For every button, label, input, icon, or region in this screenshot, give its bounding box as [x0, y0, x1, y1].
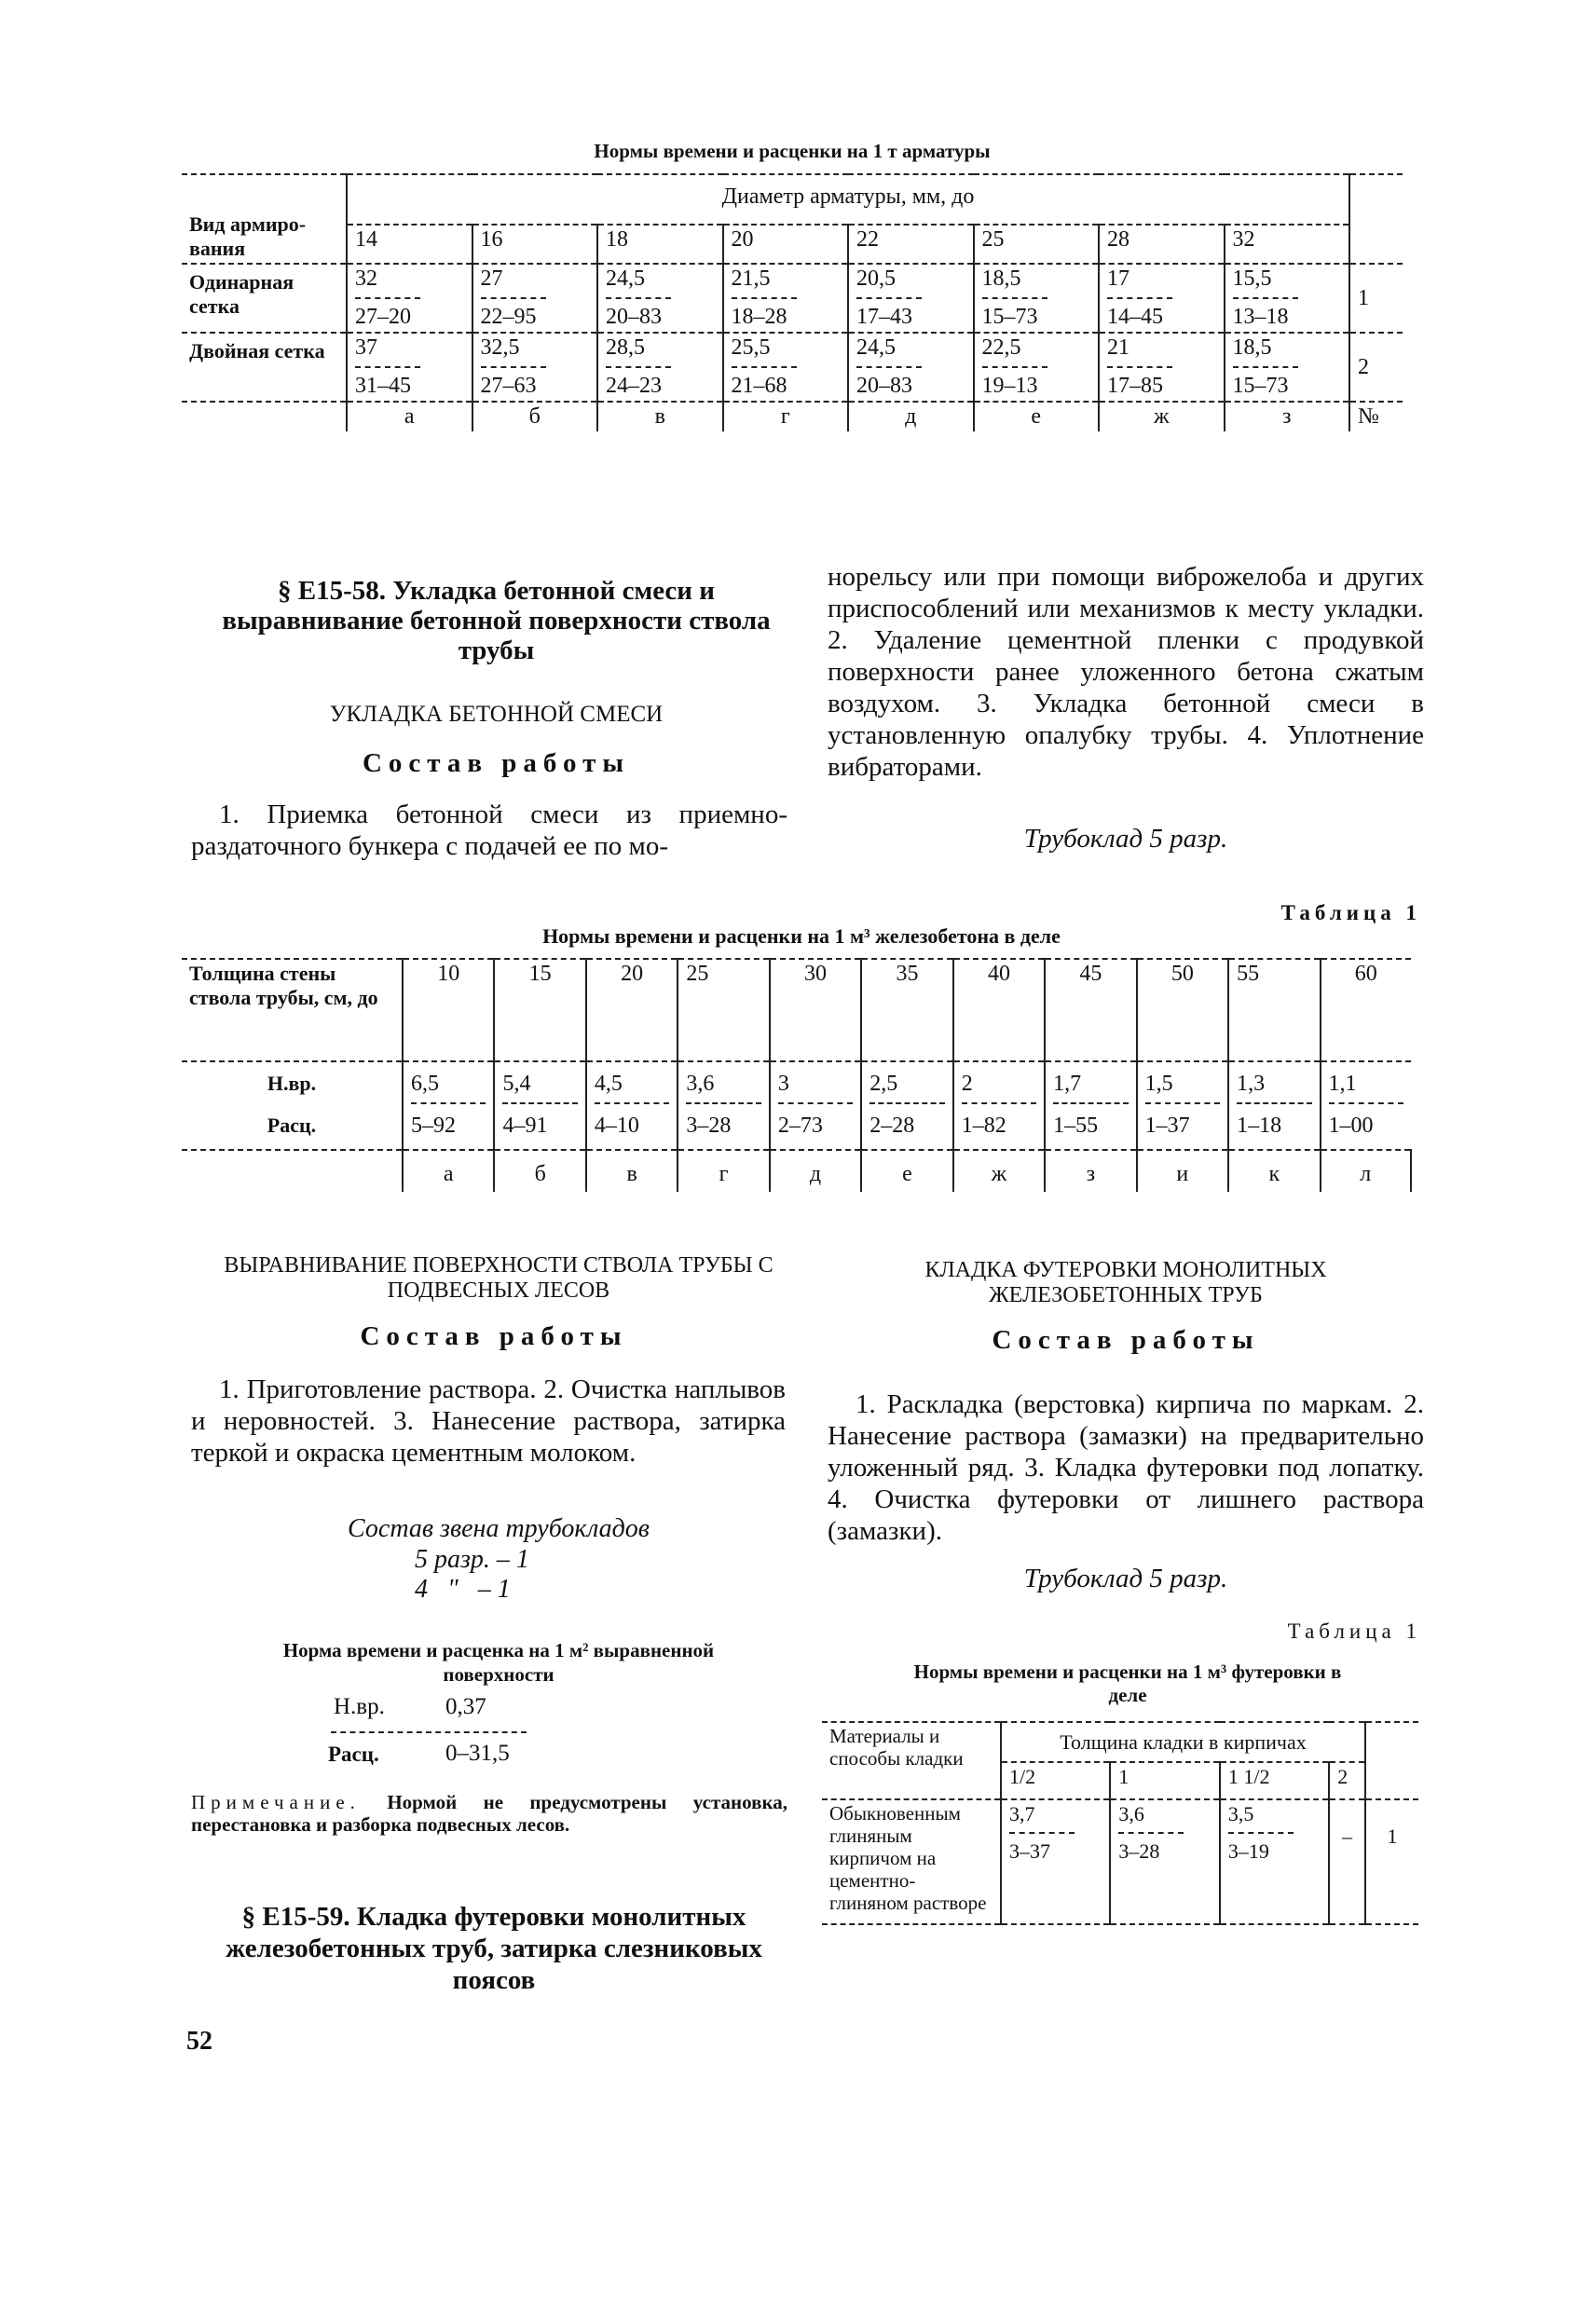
column-header: 55: [1228, 959, 1320, 1061]
row-number: 1: [1387, 1825, 1398, 1848]
rasc-label: Расц.: [267, 1114, 317, 1137]
nvr-value: 21: [1107, 335, 1172, 368]
rasc-value: 4–10: [586, 1112, 678, 1150]
column-letter: д: [848, 402, 974, 431]
rasc-value: 4–91: [494, 1112, 585, 1150]
rasc-value: 27–63: [480, 374, 537, 398]
rasc-value: 24–23: [606, 374, 662, 398]
rasc-value: 3–28: [678, 1112, 769, 1150]
rasc-value: 14–45: [1107, 305, 1163, 329]
nvr-value: 15,5: [1233, 267, 1298, 299]
nvr-value: 27: [481, 267, 546, 299]
rebar-norms-table: [182, 173, 1403, 431]
nvr-value: 3,5: [1228, 1802, 1294, 1834]
rasc-value: 20–83: [856, 374, 912, 398]
nvr-value: 24,5: [856, 335, 922, 368]
column-header: 10: [403, 959, 494, 1061]
lining-table-caption: Нормы времени и расценки на 1 м³ футеровки в деле: [913, 1661, 1342, 1706]
leveling-rasc-value: 0–31,5: [445, 1741, 510, 1766]
diameter: 22: [848, 225, 974, 264]
row-label: Одинарная сетка: [189, 270, 294, 318]
column-letter: з: [1045, 1150, 1136, 1192]
nvr-value: 17: [1107, 267, 1172, 299]
rasc-value: 3–28: [1118, 1839, 1160, 1863]
column-letter: к: [1228, 1150, 1320, 1192]
nvr-value: 3,6: [686, 1072, 760, 1104]
leveling-norm-caption: Норма времени и расценка на 1 м² выравненной поверхности: [282, 1639, 715, 1686]
section-58-text-left: 1. Приемка бетонной смеси из приемно-раздаточного бункера с подачей ее по мо-: [191, 800, 787, 861]
section-58-subtitle: УКЛАДКА БЕТОННОЙ СМЕСИ: [329, 702, 664, 727]
nvr-value: 2,5: [869, 1072, 944, 1104]
crew-line-2: 4 " – 1: [415, 1575, 511, 1604]
column-letter: л: [1321, 1150, 1411, 1192]
column-letter: г: [678, 1150, 769, 1192]
leveling-text: 1. Приготовление раствора. 2. Очистка наплывов и неровностей. 3. Нанесение раствора, затирка теркой и окраска цементным молоком.: [191, 1374, 786, 1468]
crew-line-1: 5 разр. – 1: [415, 1545, 529, 1574]
nvr-value: 37: [355, 335, 420, 368]
table-row: [182, 1112, 1411, 1150]
column-letter: а: [347, 402, 472, 431]
column-letter: в: [597, 402, 723, 431]
nvr-value: 32,5: [481, 335, 546, 368]
rasc-value: 20–83: [606, 305, 662, 329]
nvr-value: 6,5: [411, 1072, 486, 1104]
column-letter: а: [403, 1150, 494, 1192]
nvr-value: 28,5: [606, 335, 671, 368]
table1-caption: Нормы времени и расценки на 1 м³ железобетона в деле: [542, 924, 1061, 948]
column-letter: е: [861, 1150, 952, 1192]
rasc-value: 1–37: [1137, 1112, 1228, 1150]
nvr-value: 3,6: [1118, 1802, 1184, 1834]
column-letter: ж: [1099, 402, 1225, 431]
empty-value: –: [1329, 1799, 1365, 1924]
rasc-value: 1–18: [1228, 1112, 1320, 1150]
nvr-label: Н.вр.: [267, 1072, 317, 1095]
nvr-value: 21,5: [732, 267, 797, 299]
nvr-value: 1,5: [1145, 1072, 1220, 1104]
column-letter: д: [770, 1150, 861, 1192]
column-header: 1: [1110, 1762, 1219, 1799]
column-header: 2: [1329, 1762, 1365, 1799]
diameter: 32: [1225, 225, 1350, 264]
number-mark: №: [1358, 404, 1379, 429]
column-letter: и: [1137, 1150, 1228, 1192]
column-header: 40: [953, 959, 1045, 1061]
rasc-value: 1–82: [953, 1112, 1045, 1150]
group-header: Диаметр арматуры, мм, до: [347, 174, 1349, 225]
row-header: Вид армиро-вания: [189, 212, 307, 260]
column-letter: з: [1225, 402, 1350, 431]
table-row: [822, 1799, 1418, 1924]
section-58-worker: Трубоклад 5 разр.: [1023, 824, 1228, 854]
diameter: 20: [723, 225, 849, 264]
rasc-value: 19–13: [981, 374, 1038, 398]
rasc-value: 15–73: [1232, 374, 1289, 398]
note-text: Нормой не предусмотрены установка, перестановка и разборка подвесных лесов.: [191, 1791, 787, 1836]
nvr-value: 5,4: [502, 1072, 577, 1104]
leveling-composition: Состав работы: [360, 1321, 628, 1351]
column-letter: б: [494, 1150, 585, 1192]
crew-title: Состав звена трубокладов: [348, 1514, 650, 1543]
rasc-value: 3–19: [1227, 1839, 1269, 1863]
rasc-value: 2–73: [770, 1112, 861, 1150]
diameter: 14: [347, 225, 472, 264]
section-58-composition: Состав работы: [362, 748, 631, 778]
nvr-value: 4,5: [595, 1072, 669, 1104]
diameter: 28: [1099, 225, 1225, 264]
nvr-value: 1,3: [1237, 1072, 1311, 1104]
rasc-value: 1–00: [1321, 1112, 1411, 1150]
nvr-value: 32: [355, 267, 420, 299]
leveling-nvr-label: Н.вр.: [334, 1694, 385, 1719]
top-table-caption: Нормы времени и расценки на 1 т арматуры: [594, 140, 991, 162]
row-number: 1: [1358, 285, 1369, 310]
lining-table-label: Таблица 1: [1287, 1620, 1421, 1643]
section-58-title: § Е15-58. Укладка бетонной смеси и выравнивание бетонной поверхности ствола трубы: [222, 576, 771, 665]
table-row: [182, 264, 1403, 333]
rasc-value: 13–18: [1232, 305, 1289, 329]
nvr-value: 1,7: [1053, 1072, 1128, 1104]
nvr-value: 18,5: [982, 267, 1047, 299]
page-number: 52: [186, 2027, 212, 2056]
nvr-value: 18,5: [1233, 335, 1298, 368]
table-row: [182, 1061, 1411, 1112]
rasc-value: 3–37: [1009, 1839, 1050, 1863]
diameter: 16: [472, 225, 598, 264]
column-header: 15: [494, 959, 585, 1061]
nvr-value: 24,5: [606, 267, 671, 299]
column-header: 50: [1137, 959, 1228, 1061]
rasc-value: 21–68: [731, 374, 787, 398]
column-letter: г: [723, 402, 849, 431]
rasc-value: 18–28: [731, 305, 787, 329]
column-letter: б: [472, 402, 598, 431]
nvr-value: 2: [962, 1072, 1036, 1104]
rasc-value: 15–73: [981, 305, 1038, 329]
nvr-value: 3: [778, 1072, 853, 1104]
column-header: 1 1/2: [1220, 1762, 1329, 1799]
table1-label: Таблица 1: [1280, 901, 1421, 924]
column-letter: ж: [953, 1150, 1045, 1192]
leveling-nvr-value: 0,37: [445, 1694, 486, 1719]
rasc-value: 22–95: [480, 305, 537, 329]
nvr-value: 25,5: [732, 335, 797, 368]
leveling-title: ВЫРАВНИВАНИЕ ПОВЕРХНОСТИ СТВОЛА ТРУБЫ С ПОДВЕСНЫХ ЛЕСОВ: [224, 1253, 773, 1303]
divider: [331, 1731, 527, 1733]
table1-row-header: Толщина стены ствола трубы, см, до: [189, 962, 378, 1009]
column-header: 35: [861, 959, 952, 1061]
nvr-value: 20,5: [856, 267, 922, 299]
column-header: 1/2: [1001, 1762, 1110, 1799]
leveling-rasc-label: Расц.: [328, 1743, 379, 1766]
diameter: 25: [974, 225, 1100, 264]
lining-group-header: Толщина кладки в кирпичах: [1001, 1722, 1365, 1762]
nvr-value: 3,7: [1009, 1802, 1075, 1834]
lining-text: 1. Раскладка (верстовка) кирпича по маркам. 2. Нанесение раствора (замазки) на предварительно уложенный ряд. 3. Кладка футеровки под лопатку. 4. Очистка футеровки от лишнего раствора (замазки).: [828, 1389, 1424, 1546]
concrete-norms-table: [182, 958, 1412, 1192]
lining-norms-table: [822, 1721, 1418, 1925]
rasc-value: 17–43: [856, 305, 912, 329]
lining-row-header: Материалы и способы кладки: [822, 1722, 1001, 1799]
lining-title: КЛАДКА ФУТЕРОВКИ МОНОЛИТНЫХ ЖЕЛЕЗОБЕТОННЫХ ТРУБ: [924, 1258, 1327, 1307]
row-label: Двойная сетка: [189, 339, 325, 362]
column-header: 25: [678, 959, 769, 1061]
column-letter: е: [974, 402, 1100, 431]
nvr-value: 1,1: [1329, 1072, 1403, 1104]
column-header: 30: [770, 959, 861, 1061]
rasc-value: 1–55: [1045, 1112, 1136, 1150]
lining-worker: Трубоклад 5 разр.: [1023, 1564, 1228, 1593]
section-59-title: § Е15-59. Кладка футеровки монолитных железобетонных труб, затирка слезниковых поясов: [226, 1902, 762, 1995]
diameter: 18: [597, 225, 723, 264]
nvr-value: 22,5: [982, 335, 1047, 368]
rasc-value: 5–92: [403, 1112, 494, 1150]
table-row: [182, 333, 1403, 402]
note-label: Примечание.: [191, 1791, 361, 1813]
leveling-note: [191, 1791, 787, 1836]
rasc-value: 31–45: [355, 374, 411, 398]
rasc-value: 2–28: [861, 1112, 952, 1150]
column-header: 45: [1045, 959, 1136, 1061]
row-label: Обыкновенным глиняным кирпичом на цементно-глиняном растворе: [829, 1802, 987, 1914]
column-letter: в: [586, 1150, 678, 1192]
column-header: 20: [586, 959, 678, 1061]
rasc-value: 27–20: [355, 305, 411, 329]
lining-composition: Состав работы: [992, 1325, 1260, 1355]
column-header: 60: [1321, 959, 1411, 1061]
rasc-value: 17–85: [1107, 374, 1163, 398]
row-number: 2: [1358, 354, 1369, 379]
section-58-text-right: норельсу или при помощи виброжелоба и других приспособлений или механизмов к месту укладки. 2. Удаление цементной пленки с продувкой поверхности ранее уложенного бетона сжатым воздухом. 3. Укладка бетонной смеси в установленную опалубку трубы. 4. Уплотнение вибраторами.: [828, 562, 1424, 782]
